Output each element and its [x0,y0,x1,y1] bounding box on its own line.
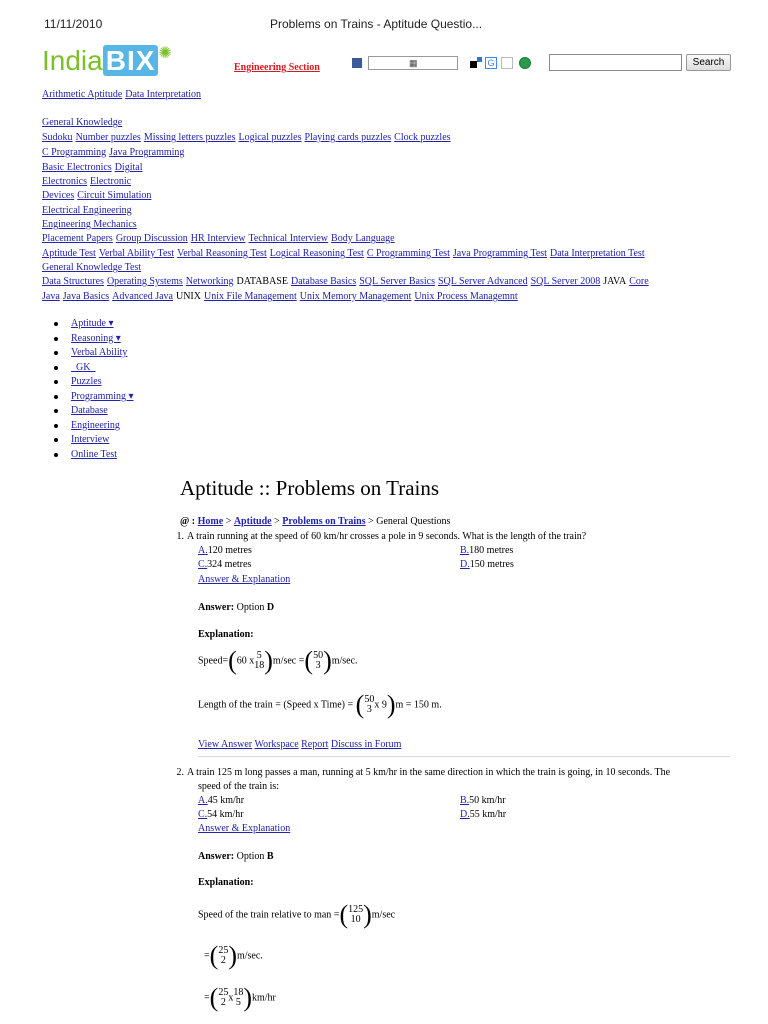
nav-link[interactable]: Aptitude Test [42,248,96,259]
nav-line [42,132,454,143]
nav-link[interactable]: Unix File Management [203,291,297,302]
option-value: 45 km/hr [207,795,245,806]
nav-link[interactable]: Verbal Ability Test [98,248,175,259]
formula-unit: km/hr [251,992,276,1004]
nav-link[interactable]: Data Interpretation Test [549,248,645,259]
explanation-label [198,877,254,888]
nav-link[interactable]: Electronics [42,176,87,187]
nav-link[interactable]: Advanced Java [112,291,173,302]
nav-link[interactable]: Electrical Engineering [42,205,132,216]
menu-item[interactable] [52,449,134,464]
nav-link[interactable]: Networking [185,276,234,287]
nav-link[interactable]: Placement Papers [42,233,113,244]
fraction-numerator: 5 [256,650,262,661]
nav-link[interactable]: Arithmetic Aptitude [42,89,123,100]
option-value: 50 km/hr [469,795,506,806]
nav-link[interactable]: General Knowledge Test [42,262,142,273]
nav-link[interactable]: Missing letters puzzles [143,132,236,143]
formula-text: x 9 [374,699,387,711]
option-b[interactable] [460,795,506,806]
question-divider [198,756,730,757]
print-title: Problems on Trains - Aptitude Questio... [270,17,483,31]
option-d[interactable] [460,809,506,820]
nav-link[interactable]: Operating Systems [106,276,183,287]
option-value: 55 km/hr [469,809,507,820]
nav-link[interactable]: C Programming Test [366,248,450,259]
menu-item[interactable] [52,318,134,333]
explanation-label-text: Explanation: [198,877,254,888]
nav-line [42,276,652,287]
fraction-numerator: 25 [218,987,229,998]
explanation-label [198,629,254,640]
breadcrumb-home[interactable]: Home [197,516,224,527]
nav-line [42,248,648,259]
nav-line [42,117,125,128]
nav-link[interactable]: General Knowledge [42,117,123,128]
nav-line [42,262,144,273]
menu-item-label[interactable]: Reasoning ▾ [71,332,121,344]
menu-item[interactable] [52,347,134,362]
answer-label: Answer: [198,602,235,613]
breadcrumb: @ : Home > Aptitude > Problems on Trains > General Questions [180,516,451,527]
option-key[interactable]: A. [198,545,208,556]
question-number: 2. [176,767,184,778]
answer-text: Option [236,851,265,862]
menu-item[interactable] [52,405,134,420]
nav-link[interactable]: Database Basics [290,276,357,287]
question-text-line1: A train 125 m long passes a man, running at 5 km/hr in the same direction in which the train is going, in 10 seconds. The [187,767,671,778]
option-a[interactable] [198,545,252,556]
logo-text-bix: BIX [103,45,159,76]
fraction-denominator: 3 [315,660,321,671]
menu-item-label[interactable]: Puzzles [71,376,102,387]
breadcrumb-topic[interactable]: Problems on Trains [282,516,366,527]
logo-text-india: India [42,45,103,76]
answer-explanation-link[interactable] [198,823,290,834]
answer-line [198,851,274,862]
menu-item[interactable] [52,391,134,406]
facebook-icon[interactable] [352,58,362,68]
nav-link[interactable]: Java Programming [109,147,185,158]
nav-section-label: JAVA [603,276,627,287]
menu-item-label[interactable]: Aptitude ▾ [71,318,114,329]
menu-item-label[interactable]: _GK_ [71,361,96,373]
breadcrumb-aptitude[interactable]: Aptitude [233,516,272,527]
formula-equals: = [298,655,305,667]
search-button[interactable]: Search [686,54,731,71]
nav-line [42,205,135,216]
nav-link[interactable]: SQL Server Basics [359,276,435,287]
nav-link[interactable]: C Programming [42,147,107,158]
answer-text: Option [236,602,265,613]
formula-equals: = [204,950,210,962]
engineering-section-link[interactable]: Engineering Section [234,62,320,73]
menu-item[interactable] [52,362,134,377]
nav-line [42,89,204,100]
page-title: Aptitude :: Problems on Trains [180,476,440,500]
fraction-numerator: 125 [348,904,364,915]
main-menu [52,318,134,463]
nav-link[interactable]: SQL Server 2008 [530,276,601,287]
fraction-numerator: 50 [313,650,324,661]
stumbleupon-icon[interactable] [519,57,531,69]
google-bookmark-icon[interactable]: G [485,57,497,69]
nav-line [42,291,521,302]
option-c[interactable] [198,559,251,570]
option-key[interactable]: D. [460,809,470,820]
fraction-numerator: 50 [364,694,375,705]
option-b[interactable] [460,545,513,556]
nav-link[interactable]: Basic Electronics [42,162,112,173]
nav-link[interactable]: Unix Process Managemnt [414,291,518,302]
option-value: 120 metres [207,545,252,556]
formula-unit: m/sec. [331,655,358,667]
menu-item-label[interactable]: Online Test [71,448,118,460]
option-value: 54 km/hr [207,809,244,820]
fraction-numerator: 25 [218,945,229,956]
fraction-denominator: 3 [366,704,372,715]
answer-explanation-link[interactable] [198,574,290,585]
nav-link[interactable]: Data Interpretation [125,89,202,100]
relative-speed-formula: Speed of the train relative to man =(125 10)m/sec [198,900,396,929]
option-value: 324 metres [207,559,252,570]
fraction-denominator: 2 [220,997,226,1008]
share-thumb-icon[interactable]: ▦ [409,58,418,68]
menu-item-label[interactable]: Database [71,405,108,416]
nav-line [42,147,187,158]
formula-text: Speed= [198,655,229,667]
nav-link[interactable]: Digital [114,162,143,173]
option-value: 150 metres [469,559,514,570]
breadcrumb-prefix: @ : [180,516,196,527]
answer-explanation-link-text[interactable]: Answer & Explanation [198,823,291,834]
fraction-denominator: 18 [254,660,265,671]
menu-item-label[interactable]: Programming ▾ [71,390,134,402]
formula-unit: m/sec. [236,950,263,962]
option-key[interactable]: D. [460,559,470,570]
question-1-actions [198,739,401,750]
answer-option: D [266,602,275,613]
nav-link[interactable]: SQL Server Advanced [437,276,528,287]
formula-unit: m/sec [371,909,396,921]
search-input[interactable] [549,54,682,71]
nav-link[interactable]: Data Structures [42,276,104,287]
delicious-icon-part [477,57,482,62]
formula-text: Length of the train = (Speed x Time) = [198,699,354,711]
nav-link[interactable]: Java Programming Test [452,248,547,259]
question-number: 1. [176,531,184,542]
speed-formula: Speed=(60 x 5 18)m/sec =(50 3)m/sec. [198,646,358,675]
option-d[interactable] [460,559,514,570]
nav-section-label: DATABASE [236,276,288,287]
step3-formula: =(25 2 x18 5)km/hr [204,983,276,1012]
nav-link[interactable]: Logical puzzles [238,132,302,143]
nav-link[interactable]: Clock puzzles [394,132,451,143]
nav-line [42,219,140,230]
delicious-icon[interactable] [470,61,477,68]
nav-link[interactable]: Verbal Reasoning Test [177,248,267,259]
formula-text: 60 x [236,655,255,667]
formula-text: x [228,992,234,1004]
option-key[interactable]: C. [198,559,208,570]
share-box-delicious [464,56,484,70]
fraction-denominator: 10 [350,914,361,925]
formula-equals: = [204,992,210,1004]
question-text: A train running at the speed of 60 km/hr crosses a pole in 9 seconds. What is the length of the train? [187,531,587,542]
nav-link[interactable]: Engineering Mechanics [42,219,137,230]
formula-result: m = 150 m. [395,699,442,711]
answer-option: B [266,851,274,862]
answer-label: Answer: [198,851,235,862]
menu-item-label[interactable]: Engineering [71,419,120,431]
option-key[interactable]: C. [198,809,208,820]
option-key[interactable]: B. [460,795,470,806]
formula-text: Speed of the train relative to man = [198,909,340,921]
nav-line [42,176,134,187]
fraction-numerator: 18 [233,987,244,998]
discuss-forum-link[interactable]: Discuss in Forum [330,739,402,750]
report-link[interactable]: Report [301,739,329,750]
logo-spark-icon: ✺ [158,45,172,62]
option-key[interactable]: B. [460,545,470,556]
option-key[interactable]: A. [198,795,208,806]
workspace-link[interactable]: Workspace [254,739,299,750]
nav-link[interactable]: Unix Memory Management [299,291,412,302]
nav-link[interactable]: HR Interview [190,233,246,244]
menu-item-label[interactable]: Interview [71,434,110,445]
fraction-denominator: 2 [220,955,226,966]
menu-item[interactable] [52,434,134,449]
nav-link[interactable]: Group Discussion [115,233,188,244]
nav-link[interactable]: Core [629,276,649,287]
nav-link[interactable]: Number puzzles [75,132,141,143]
nav-link[interactable]: Java [42,291,60,302]
formula-unit: m/sec [272,655,297,667]
option-a[interactable] [198,795,244,806]
menu-item-label[interactable]: Verbal Ability [71,347,128,358]
menu-item[interactable] [52,376,134,391]
nav-section-label: UNIX [175,291,201,302]
nav-link[interactable]: Playing cards puzzles [304,132,392,143]
nav-link[interactable]: Technical Interview [248,233,329,244]
print-date: 11/11/2010 [44,17,103,31]
menu-item[interactable] [52,420,134,435]
length-formula: Length of the train = (Speed x Time) = (50 3 x 9)m = 150 m. [198,690,442,719]
nav-link[interactable]: Electronic [89,176,132,187]
breadcrumb-current: General Questions [376,516,451,527]
fraction-denominator: 5 [235,997,241,1008]
option-c[interactable] [198,809,244,820]
nav-link[interactable]: Logical Reasoning Test [269,248,364,259]
nav-link[interactable]: Body Language [331,233,395,244]
menu-item[interactable] [52,333,134,348]
option-value: 180 metres [469,545,514,556]
nav-line [42,162,145,173]
view-answer-link[interactable]: View Answer [198,739,253,750]
nav-line [42,190,154,201]
answer-line [198,602,274,613]
nav-link[interactable]: Java Basics [62,291,110,302]
explanation-label-text: Explanation: [198,629,254,640]
step2-formula: =(25 2)m/sec. [204,941,263,970]
nav-link[interactable]: Circuit Simulation [77,190,152,201]
question-text-line2: speed of the train is: [198,781,280,792]
nav-link[interactable]: Devices [42,190,75,201]
nav-line [42,233,398,244]
nav-link[interactable]: Sudoku [42,132,73,143]
answer-explanation-link-text[interactable]: Answer & Explanation [198,574,291,585]
site-logo[interactable] [42,44,172,83]
yahoo-bookmark-icon[interactable] [501,57,513,69]
